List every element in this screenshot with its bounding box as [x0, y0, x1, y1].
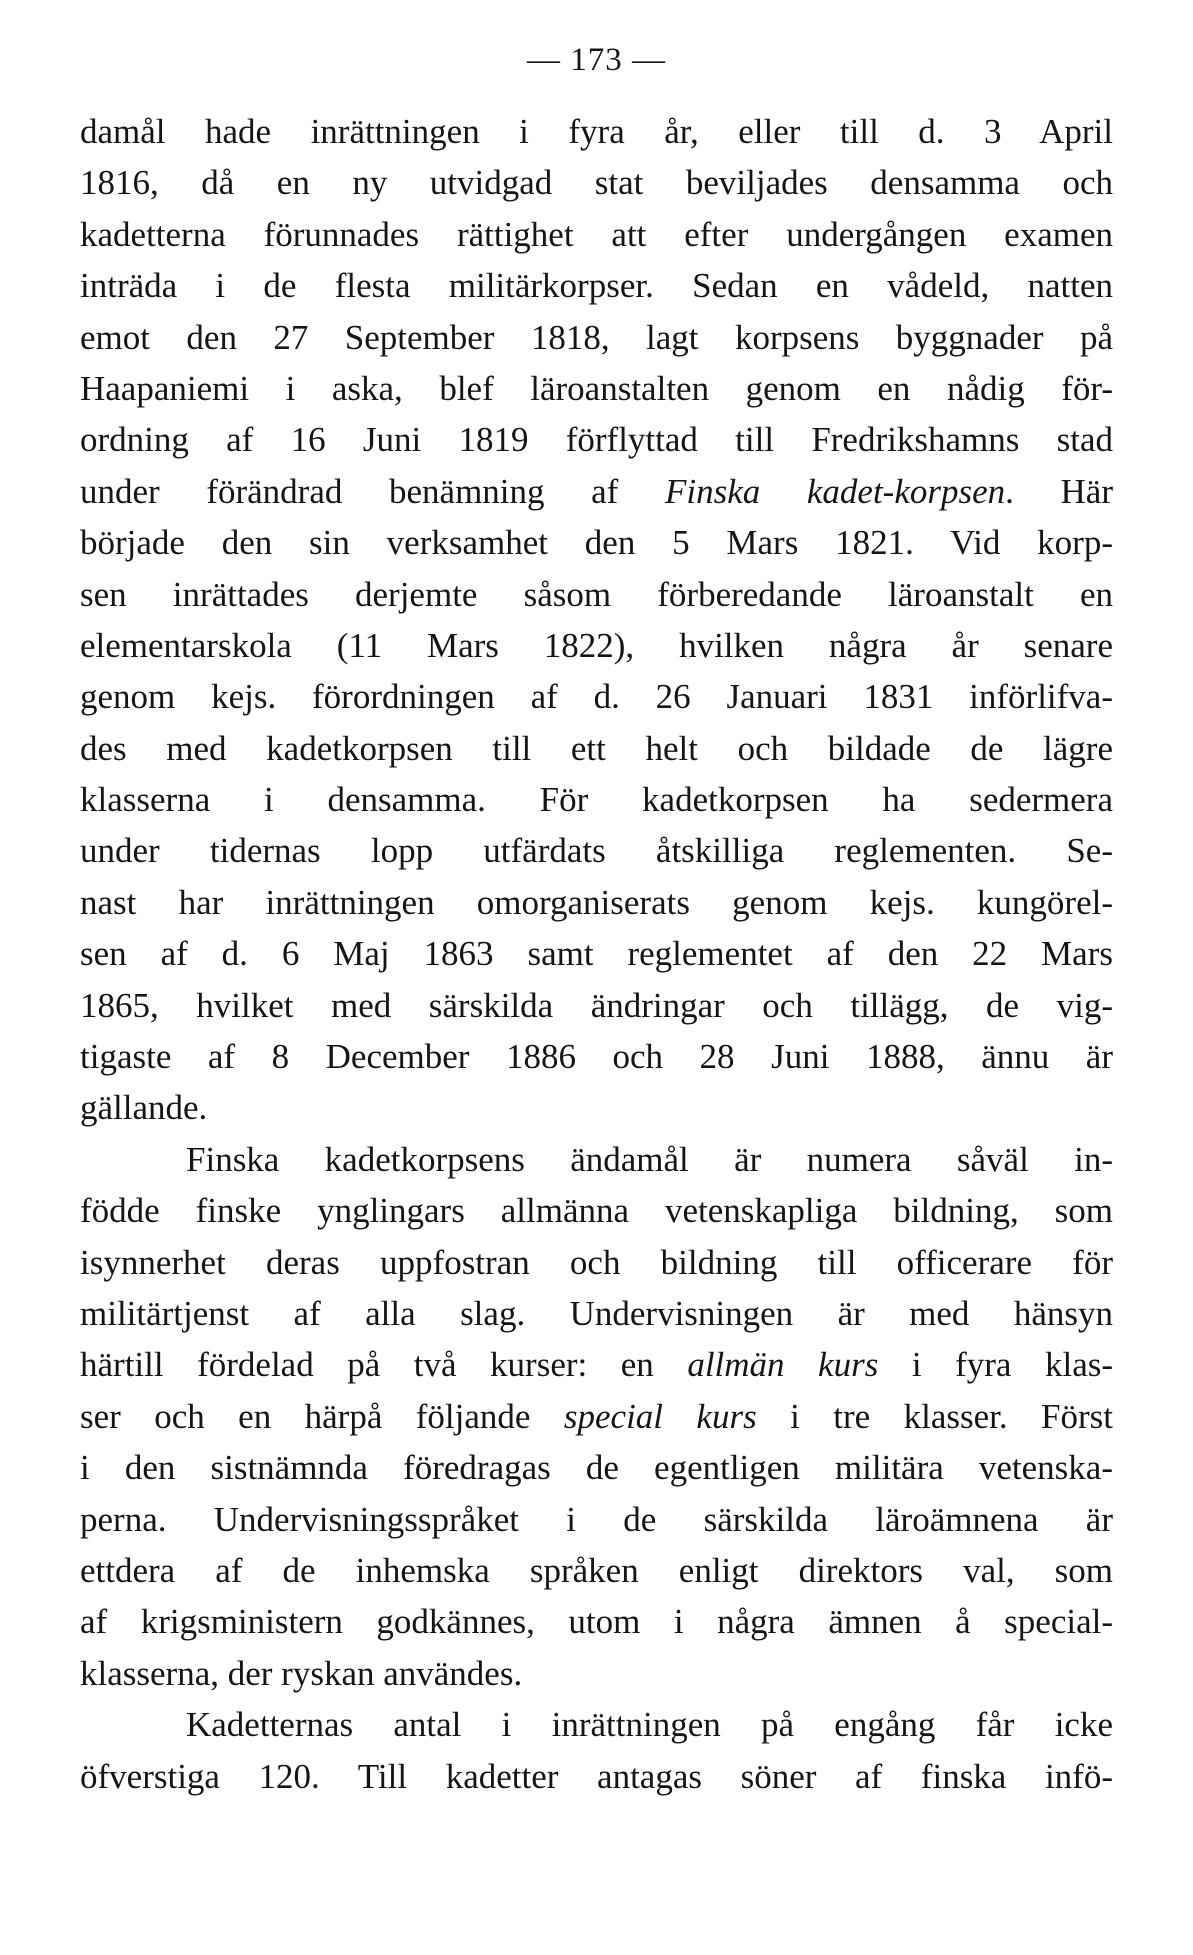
text-line: [80, 1391, 1113, 1442]
text-line: genom kejs. förordningen af d. 26 Januari 1831 införlifva-: [80, 677, 1113, 717]
text-line: under tidernas lopp utfärdats åtskilliga reglementen. Se-: [80, 831, 1113, 871]
line-text-before: ser och en härpå följande: [80, 1396, 564, 1436]
text-line: emot den 27 September 1818, lagt korpsens byggnader på: [80, 317, 1113, 357]
text-line: nast har inrättningen omorganiserats genom kejs. kungörel-: [80, 882, 1113, 922]
text-line: [80, 1339, 1113, 1390]
text-line: ettdera af de inhemska språken enligt direktors val, som: [80, 1550, 1113, 1590]
text-line: inträda i de flesta militärkorpser. Sedan en vådeld, natten: [80, 266, 1113, 306]
page-number: — 173 —: [527, 42, 666, 78]
text-line: Finska kadetkorpsens ändamål är numera såväl in-: [186, 1139, 1113, 1179]
text-line: isynnerhet deras uppfostran och bildning till officerare för: [80, 1242, 1113, 1282]
text-line: militärtjenst af alla slag. Undervisningen är med hänsyn: [80, 1293, 1113, 1333]
text-line: tigaste af 8 December 1886 och 28 Juni 1888, ännu är: [80, 1037, 1113, 1077]
text-line: i den sistnämnda föredragas de egentligen militära vetenska-: [80, 1448, 1113, 1488]
text-line: klasserna i densamma. För kadetkorpsen ha sedermera: [80, 780, 1113, 820]
line-text-before: under förändrad benämning af: [80, 471, 665, 511]
text-line: började den sin verksamhet den 5 Mars 1821. Vid korp-: [80, 523, 1113, 563]
text-line: [80, 466, 1113, 517]
text-line: af krigsministern godkännes, utom i några ämnen å special-: [80, 1602, 1113, 1642]
text-line: sen af d. 6 Maj 1863 samt reglementet af den 22 Mars: [80, 934, 1113, 974]
text-line: öfverstiga 120. Till kadetter antagas söner af finska infö-: [80, 1756, 1113, 1796]
text-line: ordning af 16 Juni 1819 förflyttad till Fredrikshamns stad: [80, 420, 1113, 460]
italic-phrase: Finska kadet-korpsen: [664, 471, 1006, 511]
text-line: 1865, hvilket med särskilda ändringar och tillägg, de vig-: [80, 985, 1113, 1025]
line-text-after: . Här: [1005, 471, 1113, 511]
text-line: kadetterna förunnades rättighet att efter undergången examen: [80, 214, 1113, 254]
text-line: Kadetternas antal i inrättningen på engång får icke: [186, 1705, 1113, 1745]
body-text: [80, 106, 1113, 1802]
line-text-after: i fyra klas-: [878, 1345, 1113, 1385]
text-line: des med kadetkorpsen till ett helt och bildade de lägre: [80, 728, 1113, 768]
text-line: perna. Undervisningsspråket i de särskilda läroämnena är: [80, 1499, 1113, 1539]
italic-phrase: allmän kurs: [687, 1345, 879, 1385]
text-line: Haapaniemi i aska, blef läroanstalten genom en nådig för-: [80, 368, 1113, 408]
text-line: 1816, då en ny utvidgad stat beviljades densamma och: [80, 163, 1113, 203]
line-text-before: härtill fördelad på två kurser: en: [80, 1345, 688, 1385]
text-line: klasserna, der ryskan användes.: [80, 1653, 523, 1693]
text-line: gällande.: [80, 1088, 208, 1128]
text-line: damål hade inrättningen i fyra år, eller till d. 3 April: [80, 112, 1113, 151]
text-line: sen inrättades derjemte såsom förberedande läroanstalt en: [80, 574, 1113, 614]
text-line: elementarskola (11 Mars 1822), hvilken några år senare: [80, 625, 1113, 665]
italic-phrase: special kurs: [563, 1396, 757, 1436]
line-text-after: i tre klasser. Först: [756, 1396, 1113, 1436]
text-line: födde finske ynglingars allmänna vetenskapliga bildning, som: [80, 1191, 1113, 1231]
